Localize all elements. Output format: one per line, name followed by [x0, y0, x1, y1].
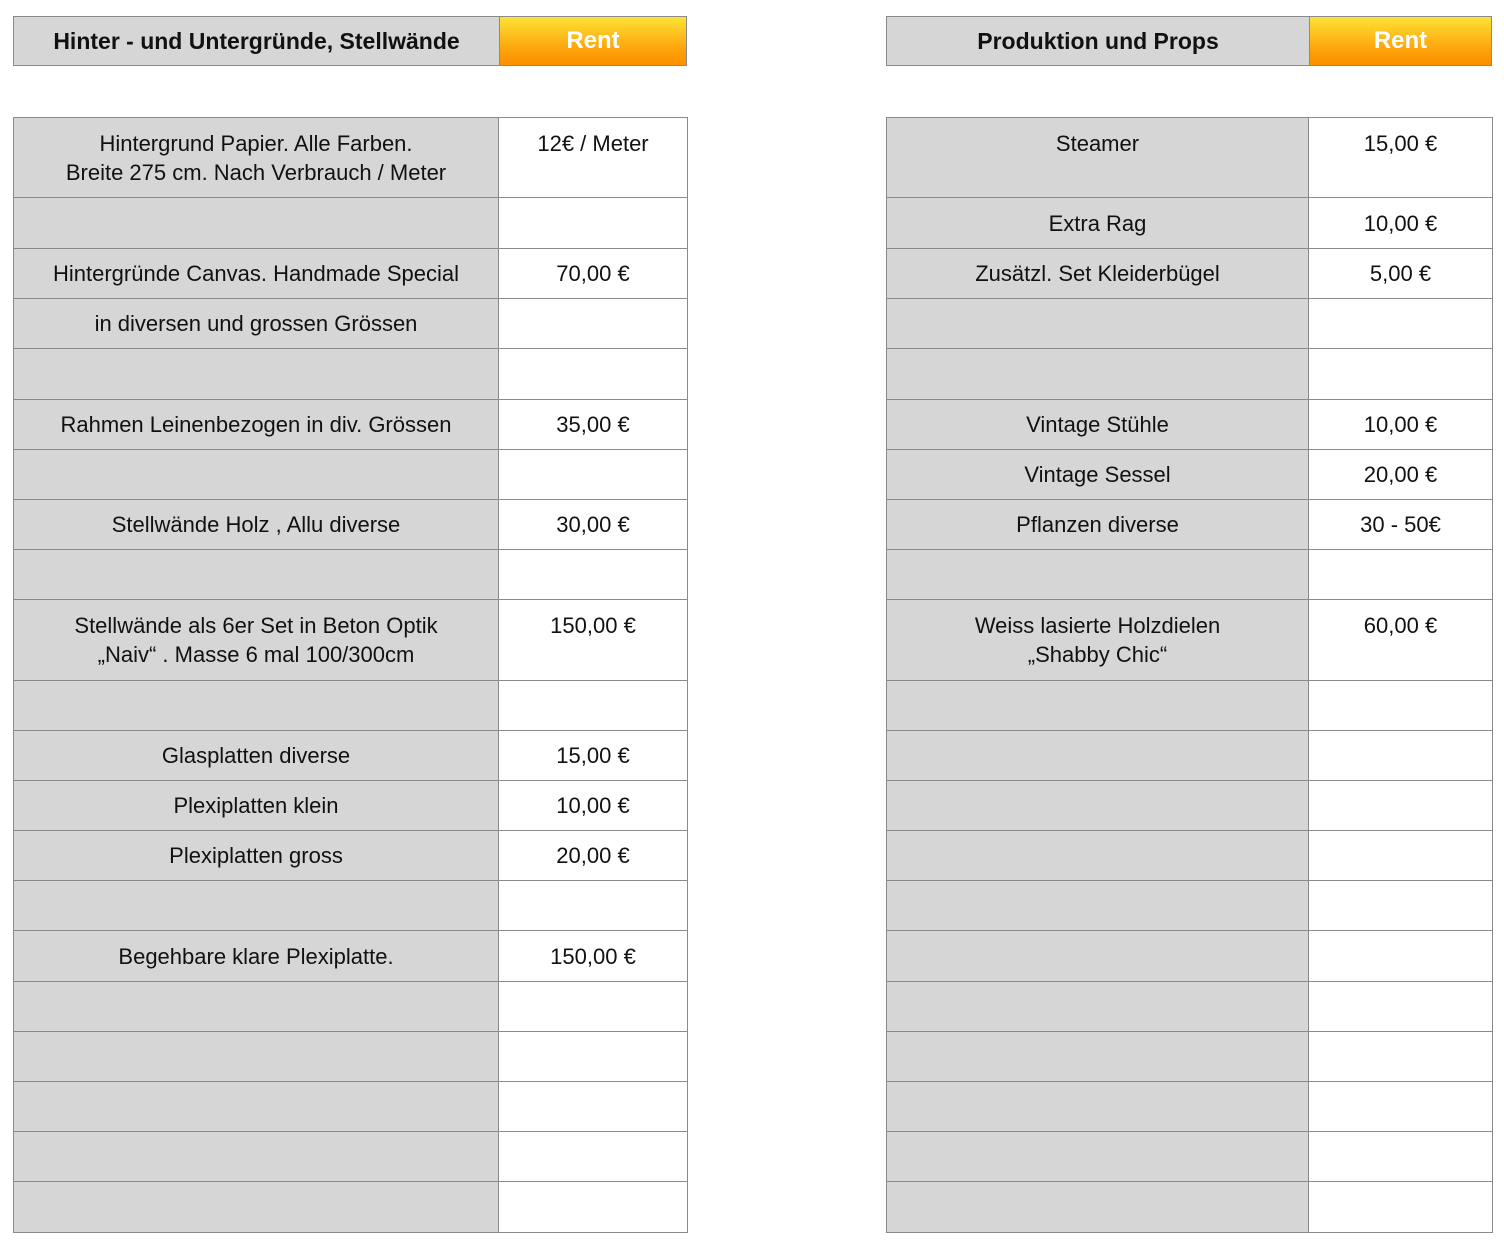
item-cell: Rahmen Leinenbezogen in div. Grössen	[14, 400, 499, 450]
item-cell	[887, 1182, 1309, 1233]
table-row	[14, 400, 688, 450]
left-title: Hinter - und Untergründe, Stellwände	[14, 17, 500, 65]
table-row	[887, 400, 1493, 450]
price-cell: 15,00 €	[499, 731, 688, 781]
price-cell	[1309, 831, 1493, 881]
item-cell	[14, 1032, 499, 1082]
item-cell: Steamer	[887, 118, 1309, 198]
item-cell	[887, 1032, 1309, 1082]
price-cell	[499, 881, 688, 931]
table-row	[887, 731, 1493, 781]
left-rent-label: Rent	[500, 17, 686, 65]
table-row	[887, 781, 1493, 831]
table-row	[14, 881, 688, 931]
price-cell: 35,00 €	[499, 400, 688, 450]
table-row	[14, 450, 688, 500]
item-cell	[14, 1082, 499, 1132]
price-cell: 5,00 €	[1309, 249, 1493, 299]
price-cell	[499, 1132, 688, 1182]
left-price-table	[13, 117, 688, 1233]
price-cell: 30 - 50€	[1309, 500, 1493, 550]
price-cell	[1309, 982, 1493, 1032]
item-cell	[887, 831, 1309, 881]
table-row	[14, 1032, 688, 1082]
table-row	[14, 931, 688, 982]
item-cell	[887, 1082, 1309, 1132]
item-cell: Weiss lasierte Holzdielen „Shabby Chic“	[887, 600, 1309, 681]
table-row	[14, 198, 688, 249]
item-cell	[14, 982, 499, 1032]
price-cell: 60,00 €	[1309, 600, 1493, 681]
price-cell	[499, 550, 688, 600]
item-cell	[887, 781, 1309, 831]
price-cell	[499, 450, 688, 500]
item-cell: Vintage Sessel	[887, 450, 1309, 500]
right-header	[886, 16, 1492, 66]
item-cell: Extra Rag	[887, 198, 1309, 249]
item-cell	[14, 450, 499, 500]
item-cell	[887, 1132, 1309, 1182]
table-row	[887, 982, 1493, 1032]
table-row	[14, 681, 688, 731]
table-row	[887, 450, 1493, 500]
price-cell: 10,00 €	[1309, 198, 1493, 249]
table-row	[14, 299, 688, 349]
right-price-table	[886, 117, 1493, 1233]
table-row	[887, 198, 1493, 249]
table-row	[887, 299, 1493, 349]
table-row	[887, 1032, 1493, 1082]
item-cell	[887, 349, 1309, 400]
table-row	[887, 931, 1493, 982]
table-row	[14, 1082, 688, 1132]
price-cell	[499, 982, 688, 1032]
item-cell	[14, 349, 499, 400]
table-row	[887, 349, 1493, 400]
item-cell	[887, 931, 1309, 982]
table-row	[887, 1132, 1493, 1182]
item-cell	[887, 681, 1309, 731]
table-row	[887, 681, 1493, 731]
price-cell: 150,00 €	[499, 600, 688, 681]
table-row	[14, 1182, 688, 1233]
item-cell: Plexiplatten gross	[14, 831, 499, 881]
item-cell: Pflanzen diverse	[887, 500, 1309, 550]
price-cell	[1309, 299, 1493, 349]
price-cell: 150,00 €	[499, 931, 688, 982]
item-cell: Glasplatten diverse	[14, 731, 499, 781]
item-cell: Plexiplatten klein	[14, 781, 499, 831]
price-cell: 70,00 €	[499, 249, 688, 299]
price-cell	[1309, 931, 1493, 982]
table-row	[14, 550, 688, 600]
table-row	[14, 831, 688, 881]
price-cell: 12€ / Meter	[499, 118, 688, 198]
table-row	[887, 1082, 1493, 1132]
table-row	[14, 118, 688, 198]
item-cell	[14, 550, 499, 600]
price-cell: 10,00 €	[499, 781, 688, 831]
price-cell	[1309, 781, 1493, 831]
table-row	[14, 349, 688, 400]
price-cell: 10,00 €	[1309, 400, 1493, 450]
table-row	[14, 500, 688, 550]
table-row	[887, 881, 1493, 931]
table-row	[887, 500, 1493, 550]
table-row	[887, 600, 1493, 681]
item-cell: Zusätzl. Set Kleiderbügel	[887, 249, 1309, 299]
item-cell: Begehbare klare Plexiplatte.	[14, 931, 499, 982]
price-cell	[499, 1182, 688, 1233]
item-cell: Hintergründe Canvas. Handmade Special	[14, 249, 499, 299]
item-cell: Hintergrund Papier. Alle Farben. Breite 275 cm. Nach Verbrauch / Meter	[14, 118, 499, 198]
table-row	[14, 249, 688, 299]
item-cell	[887, 550, 1309, 600]
price-cell	[1309, 1132, 1493, 1182]
item-cell	[887, 731, 1309, 781]
table-row	[887, 831, 1493, 881]
item-cell	[14, 681, 499, 731]
price-cell	[499, 681, 688, 731]
left-header	[13, 16, 687, 66]
item-cell	[14, 881, 499, 931]
price-cell	[499, 198, 688, 249]
item-cell	[14, 198, 499, 249]
price-cell	[499, 1082, 688, 1132]
item-cell	[14, 1132, 499, 1182]
price-cell	[1309, 1032, 1493, 1082]
price-cell	[1309, 550, 1493, 600]
item-cell	[887, 881, 1309, 931]
table-row	[887, 249, 1493, 299]
price-cell	[1309, 881, 1493, 931]
price-cell	[1309, 681, 1493, 731]
table-row	[14, 1132, 688, 1182]
item-cell	[887, 982, 1309, 1032]
price-cell: 20,00 €	[499, 831, 688, 881]
price-cell	[1309, 349, 1493, 400]
price-cell	[499, 349, 688, 400]
table-row	[14, 982, 688, 1032]
item-cell: in diversen und grossen Grössen	[14, 299, 499, 349]
price-cell	[1309, 1082, 1493, 1132]
price-cell: 30,00 €	[499, 500, 688, 550]
price-cell	[499, 299, 688, 349]
table-row	[887, 118, 1493, 198]
price-cell: 20,00 €	[1309, 450, 1493, 500]
price-cell: 15,00 €	[1309, 118, 1493, 198]
right-title: Produktion und Props	[887, 17, 1310, 65]
table-row	[14, 731, 688, 781]
table-row	[14, 781, 688, 831]
right-rent-label: Rent	[1310, 17, 1491, 65]
table-row	[14, 600, 688, 681]
price-cell	[499, 1032, 688, 1082]
price-cell	[1309, 731, 1493, 781]
item-cell: Stellwände als 6er Set in Beton Optik „Naiv“ . Masse 6 mal 100/300cm	[14, 600, 499, 681]
price-cell	[1309, 1182, 1493, 1233]
item-cell: Vintage Stühle	[887, 400, 1309, 450]
item-cell: Stellwände Holz , Allu diverse	[14, 500, 499, 550]
item-cell	[14, 1182, 499, 1233]
item-cell	[887, 299, 1309, 349]
table-row	[887, 1182, 1493, 1233]
table-row	[887, 550, 1493, 600]
